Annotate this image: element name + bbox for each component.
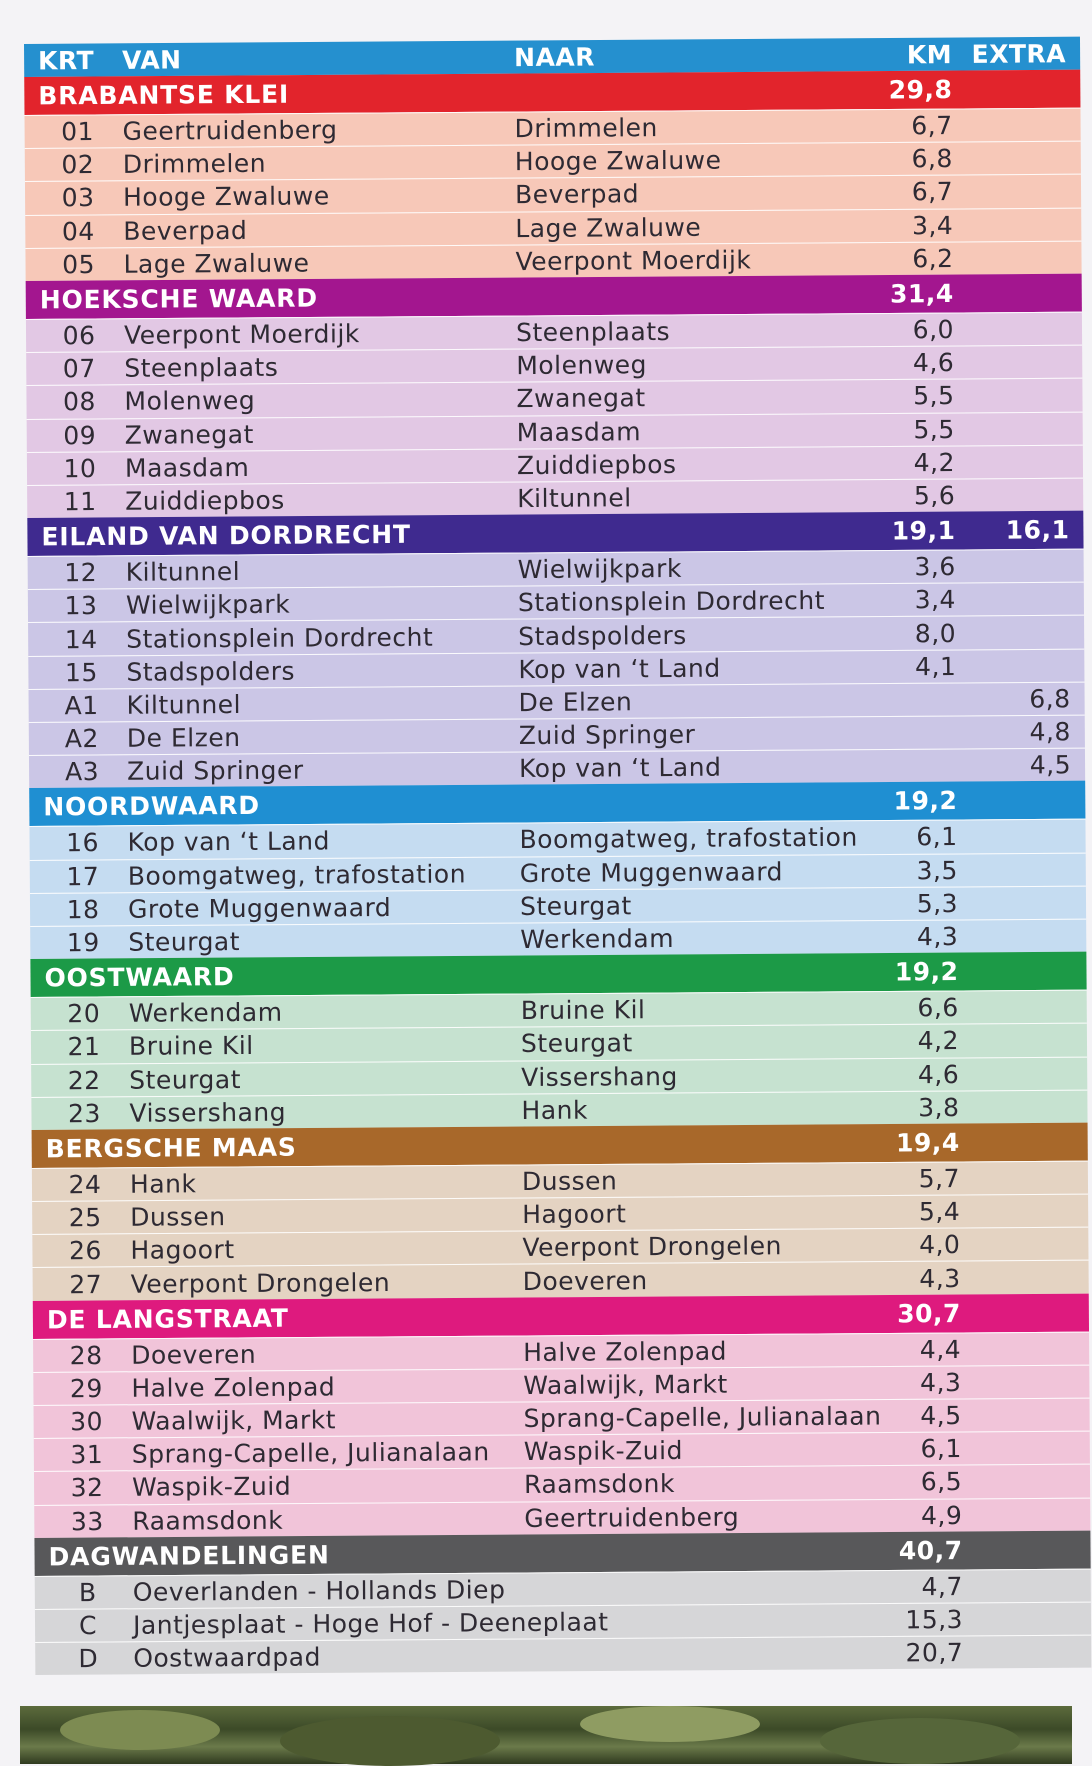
from-location: Lage Zwaluwe (123, 248, 310, 279)
map-number: 32 (70, 1473, 104, 1503)
from-location: Hank (129, 1169, 197, 1199)
from-location: Maasdam (124, 452, 250, 483)
distance-extra: 4,8 (1029, 717, 1071, 747)
map-number: 17 (66, 861, 100, 891)
section-km-total: 19,2 (893, 786, 958, 816)
to-location: Lage Zwaluwe (515, 212, 702, 243)
map-number: 06 (62, 321, 96, 351)
map-number: 07 (62, 354, 96, 384)
map-number: 14 (64, 624, 98, 654)
from-location: Waspik-Zuid (131, 1472, 292, 1503)
map-number: A2 (64, 724, 99, 754)
to-location: Kop van ‘t Land (518, 752, 722, 784)
map-number: C (78, 1611, 98, 1641)
section-km-total: 19,4 (895, 1127, 960, 1158)
to-location: Stationsplein Dordrecht (517, 586, 826, 618)
distance-km: 4,6 (917, 1059, 960, 1089)
from-location: Waalwijk, Markt (131, 1405, 337, 1436)
map-number: 31 (70, 1440, 104, 1470)
section-name: BRABANTSE KLEI (38, 79, 290, 111)
to-location: Stadspolders (518, 620, 687, 651)
to-location: Steenplaats (515, 317, 671, 348)
from-location: Zuiddiepbos (125, 485, 285, 516)
from-location: Stadspolders (126, 656, 296, 687)
to-location: Doeveren (522, 1265, 648, 1296)
from-location: Halve Zolenpad (131, 1372, 336, 1403)
distance-km: 4,2 (913, 447, 956, 478)
distance-km: 3,6 (914, 552, 956, 582)
to-location: Waspik-Zuid (523, 1436, 684, 1467)
distance-km: 5,7 (918, 1163, 961, 1194)
distance-km: 4,9 (920, 1500, 963, 1530)
to-location: Sprang-Capelle, Julianalaan (523, 1401, 882, 1434)
header-van: VAN (122, 44, 182, 75)
distance-km: 3,4 (911, 210, 954, 240)
map-number: 08 (62, 387, 97, 417)
header-km: KM (906, 39, 953, 69)
section-km-total: 19,2 (894, 957, 959, 987)
to-location: Kiltunnel (517, 483, 632, 514)
to-location: Veerpont Moerdijk (515, 245, 752, 276)
section-name: DE LANGSTRAAT (46, 1303, 289, 1334)
from-location: Sprang-Capelle, Julianalaan (131, 1437, 490, 1470)
section-km-total: 19,1 (891, 516, 956, 546)
from-location: Steenplaats (124, 352, 279, 384)
map-number: 19 (66, 928, 100, 958)
map-number: 10 (63, 453, 97, 484)
map-number: 12 (64, 558, 98, 588)
section-name: HOEKSCHE WAARD (39, 283, 318, 315)
header-naar: NAAR (514, 42, 596, 72)
header-krt: KRT (38, 45, 95, 75)
from-location: Veerpont Drongelen (130, 1267, 391, 1299)
distance-km: 4,4 (919, 1334, 962, 1364)
to-location: Zuid Springer (518, 719, 696, 751)
section-name: OOSTWAARD (44, 962, 235, 993)
from-location: Zuid Springer (126, 755, 304, 787)
to-location: Raamsdonk (523, 1469, 675, 1500)
distance-km: 4,0 (919, 1230, 961, 1260)
distance-km: 5,6 (913, 480, 956, 511)
to-location: Veerpont Drongelen (522, 1231, 783, 1263)
from-location: Zwanegat (124, 419, 254, 450)
from-location: Steurgat (128, 927, 241, 957)
to-location: Bruine Kil (520, 995, 646, 1026)
distance-km: 20,7 (905, 1638, 964, 1668)
to-location: Hank (521, 1095, 589, 1125)
map-number: 33 (70, 1506, 104, 1536)
from-location: Stationsplein Dordrecht (126, 622, 434, 654)
distance-km: 4,6 (912, 348, 955, 378)
distance-km: 4,3 (919, 1263, 961, 1293)
distance-extra: 4,5 (1029, 750, 1072, 780)
from-location: Werkendam (128, 997, 283, 1029)
distance-km: 4,7 (921, 1571, 963, 1602)
distance-km: 6,1 (920, 1434, 962, 1464)
distance-km: 4,2 (917, 1026, 960, 1056)
map-number: D (78, 1644, 99, 1674)
to-location: Wielwijkpark (517, 554, 682, 585)
distance-km: 15,3 (905, 1605, 964, 1635)
distance-km: 4,3 (916, 922, 959, 952)
distance-km: 6,7 (911, 177, 954, 207)
from-location: Oeverlanden - Hollands Diep (132, 1575, 506, 1607)
distance-km: 6,1 (916, 822, 958, 852)
distance-km: 3,4 (914, 585, 957, 615)
map-number: 20 (67, 999, 101, 1029)
distance-extra: 6,8 (1029, 684, 1071, 714)
from-location: Steurgat (129, 1064, 242, 1095)
from-location: Molenweg (124, 386, 256, 417)
distance-km: 3,5 (916, 855, 958, 885)
map-number: 05 (62, 249, 96, 280)
map-number: 01 (61, 117, 95, 147)
section-km-total: 31,4 (889, 278, 954, 309)
from-location: Vissershang (129, 1097, 287, 1128)
distance-km: 4,5 (920, 1401, 962, 1431)
to-location: De Elzen (518, 687, 633, 717)
from-location: Beverpad (123, 215, 248, 246)
map-number: B (78, 1577, 97, 1607)
section-extra-total: 16,1 (1005, 515, 1070, 545)
distance-km: 5,4 (918, 1197, 961, 1227)
distance-km: 8,0 (914, 618, 957, 648)
map-number: 23 (67, 1098, 101, 1128)
distance-km: 5,5 (913, 414, 955, 444)
map-number: 22 (67, 1065, 101, 1095)
distance-km: 6,7 (911, 111, 953, 141)
distance-km: 6,0 (912, 315, 955, 345)
from-location: Hooge Zwaluwe (122, 181, 330, 213)
to-location: Vissershang (521, 1061, 678, 1092)
map-number: 15 (64, 657, 98, 687)
to-location: Grote Muggenwaard (519, 856, 784, 888)
to-location: Molenweg (516, 350, 648, 381)
map-number: 29 (69, 1373, 103, 1404)
to-location: Drimmelen (514, 113, 658, 144)
section-name: NOORDWAARD (43, 791, 261, 822)
to-location: Geertruidenberg (524, 1502, 740, 1533)
distance-km: 4,3 (920, 1367, 962, 1398)
map-number: 13 (64, 591, 98, 621)
distance-km: 4,1 (915, 651, 957, 682)
from-location: Hagoort (130, 1235, 235, 1266)
to-location: Werkendam (520, 924, 675, 955)
from-location: Kop van ‘t Land (127, 826, 331, 858)
map-number: 21 (67, 1032, 101, 1062)
map-number: 24 (68, 1169, 102, 1200)
to-location: Dussen (521, 1166, 618, 1197)
distance-km: 6,5 (920, 1467, 963, 1497)
distance-km: 5,5 (913, 381, 955, 411)
map-number: 09 (63, 420, 97, 450)
to-location: Zuiddiepbos (516, 449, 677, 480)
from-location: Geertruidenberg (122, 115, 338, 146)
to-location: Zwanegat (516, 383, 646, 414)
map-number: A3 (64, 757, 100, 787)
from-location: Kiltunnel (126, 689, 242, 720)
map-number: 02 (61, 150, 95, 180)
map-number: 03 (61, 183, 95, 213)
map-number: 26 (68, 1236, 102, 1266)
map-number: 27 (69, 1269, 103, 1299)
from-location: Kiltunnel (125, 557, 241, 587)
section-km-total: 29,8 (888, 75, 953, 105)
sections-container (24, 70, 1091, 1676)
section-km-total: 40,7 (898, 1535, 963, 1566)
map-number: 04 (61, 216, 95, 246)
from-location: Bruine Kil (128, 1031, 254, 1062)
from-location: Grote Muggenwaard (127, 892, 392, 924)
to-location: Maasdam (516, 416, 642, 447)
to-location: Boomgatweg, trafostation (519, 823, 858, 855)
distance-km: 3,8 (918, 1092, 960, 1123)
to-location: Hooge Zwaluwe (514, 145, 722, 177)
from-location: Doeveren (131, 1339, 257, 1370)
from-location: Drimmelen (122, 149, 267, 180)
to-location: Kop van ‘t Land (518, 653, 721, 684)
to-location: Waalwijk, Markt (523, 1369, 728, 1400)
distance-km: 5,3 (916, 888, 959, 919)
map-number: 16 (66, 828, 100, 858)
landscape-photo (20, 1706, 1072, 1764)
distance-km: 6,6 (917, 993, 959, 1023)
table-row (35, 1635, 1091, 1676)
section-name: BERGSCHE MAAS (45, 1132, 297, 1164)
map-number: A1 (64, 690, 99, 721)
map-number: 11 (63, 486, 97, 517)
to-location: Steurgat (519, 891, 632, 921)
from-location: Wielwijkpark (125, 589, 291, 621)
distance-km: 6,2 (912, 243, 954, 274)
route-table (24, 37, 1091, 1676)
section-name: DAGWANDELINGEN (48, 1540, 330, 1572)
from-location: Jantjesplaat - Hoge Hof - Deeneplaat (132, 1607, 609, 1640)
map-number: 18 (66, 894, 100, 925)
from-location: Oostwaardpad (133, 1642, 322, 1673)
to-location: Halve Zolenpad (523, 1336, 728, 1367)
section-km-total: 30,7 (897, 1298, 961, 1329)
from-location: De Elzen (126, 723, 241, 753)
distance-km: 6,8 (911, 144, 953, 174)
to-location: Beverpad (514, 179, 640, 210)
header-extra: EXTRA (971, 38, 1067, 69)
map-number: 25 (68, 1203, 102, 1233)
to-location: Hagoort (522, 1199, 627, 1230)
map-number: 28 (69, 1340, 103, 1370)
to-location: Steurgat (520, 1028, 633, 1059)
section-name: EILAND VAN DORDRECHT (41, 519, 411, 552)
map-number: 30 (70, 1407, 104, 1437)
from-location: Veerpont Moerdijk (123, 319, 360, 350)
from-location: Raamsdonk (132, 1505, 284, 1536)
from-location: Boomgatweg, trafostation (127, 859, 467, 891)
from-location: Dussen (130, 1202, 226, 1232)
